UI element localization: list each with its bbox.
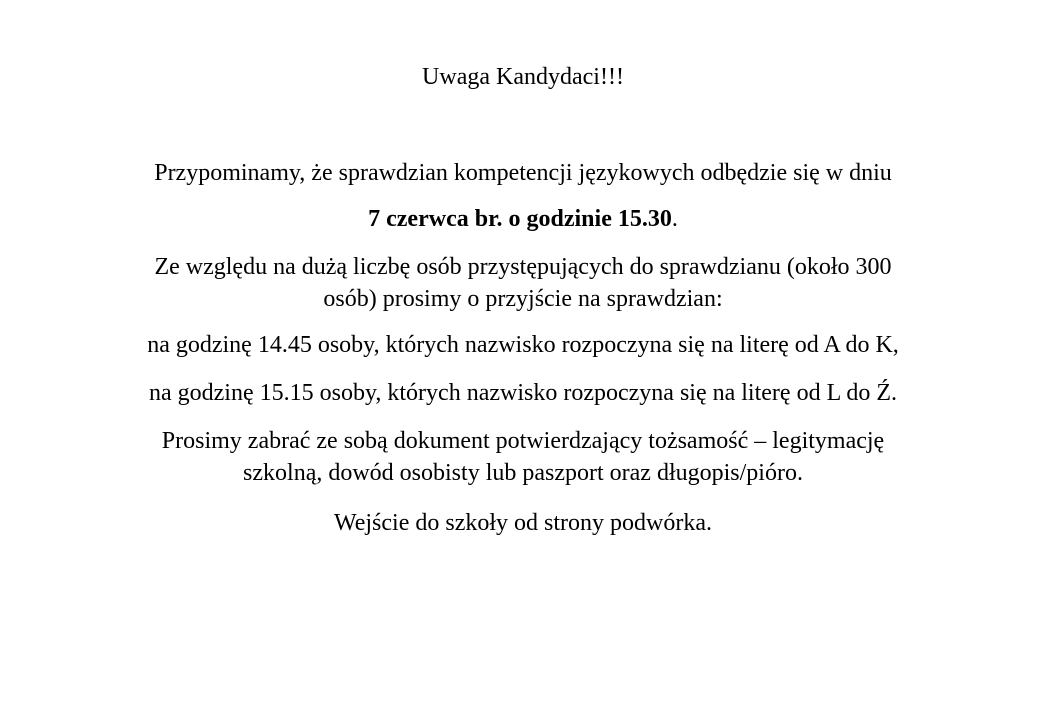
group-a-line: na godzinę 14.45 osoby, których nazwisko rozpoczyna się na literę od A do K, [147, 332, 899, 358]
documents-line-1: Prosimy zabrać ze sobą dokument potwierdzający tożsamość – legitymację [161, 428, 885, 454]
reason-line-1: Ze względu na dużą liczbę osób przystępujących do sprawdzianu (około 300 [154, 254, 892, 280]
reason-line-2: osób) prosimy o przyjście na sprawdzian: [323, 286, 723, 312]
notice-title: Uwaga Kandydaci!!! [422, 64, 624, 90]
exam-date-punctuation: . [671, 206, 678, 232]
documents-line-2: szkolną, dowód osobisty lub paszport oraz długopis/pióro. [243, 460, 803, 486]
entrance-line: Wejście do szkoły od strony podwórka. [334, 510, 712, 536]
reminder-line: Przypominamy, że sprawdzian kompetencji językowych odbędzie się w dniu [154, 160, 892, 186]
group-b-line: na godzinę 15.15 osoby, których nazwisko rozpoczyna się na literę od L do Ź. [148, 380, 897, 406]
exam-date-line [40, 204, 1006, 234]
exam-date: 7 czerwca br. o godzinie 15.30 [368, 206, 672, 232]
